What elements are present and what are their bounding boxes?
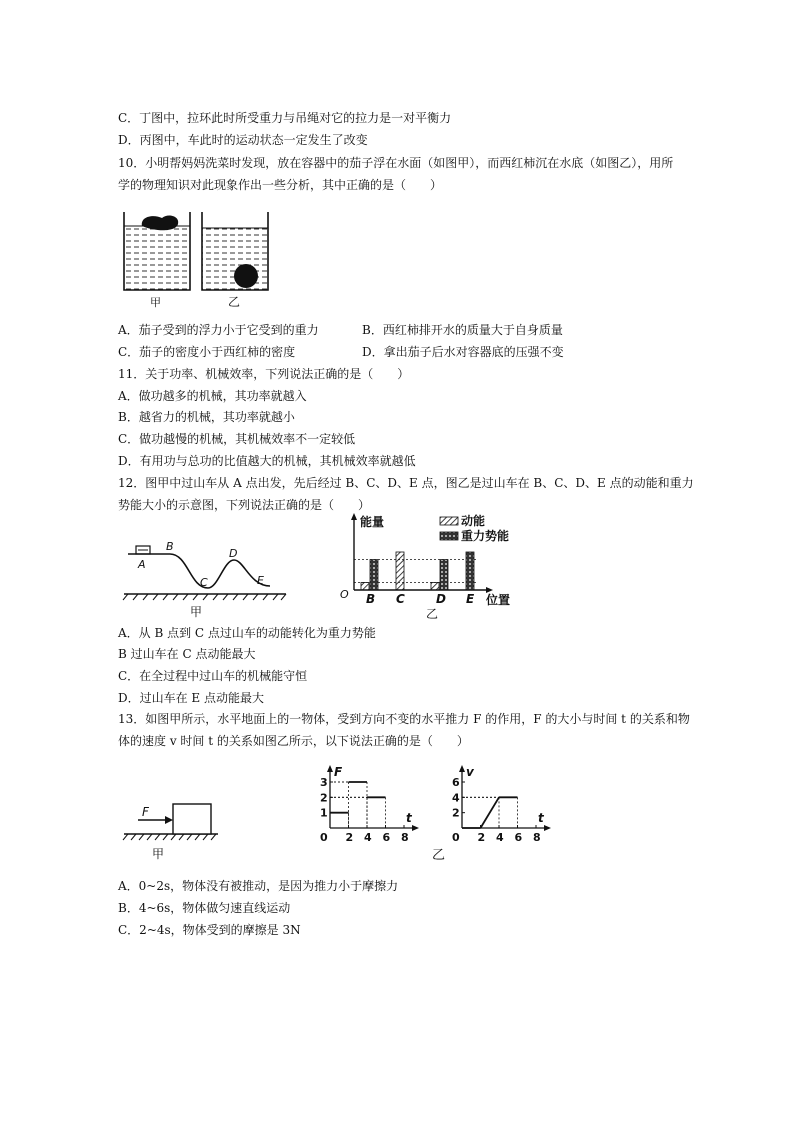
bar-D-kinetic	[431, 582, 439, 590]
q11-stem: 11．关于功率、机械效率，下列说法正确的是（ ）	[118, 367, 410, 381]
ft-x-label: t	[406, 811, 412, 825]
q10-option-d: D．拿出茄子后水对容器底的压强不变	[362, 345, 564, 359]
bar-B-potential	[370, 560, 378, 590]
ft-x-tick-8: 8	[401, 831, 409, 844]
track-curve	[128, 554, 270, 588]
q12-option-d: D．过山车在 E 点动能最大	[118, 691, 265, 705]
q12-option-b: B 过山车在 C 点动能最大	[118, 647, 256, 661]
q12-energy-bar-chart	[340, 510, 530, 620]
vt-x-tick-2: 2	[477, 831, 486, 844]
q12-stem-line1: 12．图甲中过山车从 A 点出发，先后经过 B、C、D、E 点，图乙是过山车在 B、C、D、E 点的动能和重力	[118, 476, 694, 490]
bar-B-kinetic	[361, 582, 369, 590]
point-e-label: E	[257, 574, 264, 587]
container-b	[202, 212, 268, 290]
block-object	[173, 804, 211, 834]
fig-label-jia: 甲	[152, 847, 165, 861]
vt-y-tick-4: 4	[452, 791, 460, 805]
point-c-label: C	[200, 576, 208, 589]
vt-x-label: t	[538, 811, 544, 825]
ft-x-tick-6: 6	[382, 831, 391, 844]
origin-label: O	[340, 588, 349, 601]
force-label: F	[142, 805, 149, 819]
bar-D-potential	[440, 560, 448, 590]
vt-x-tick-6: 6	[514, 831, 523, 844]
q9-option-c: C．丁图中，拉环此时所受重力与吊绳对它的拉力是一对平衡力	[118, 111, 452, 125]
q10-stem-line1: 10．小明帮妈妈洗菜时发现，放在容器中的茄子浮在水面（如图甲），而西红柿沉在水底（如图乙），用所	[118, 156, 674, 170]
ft-y-tick-2: 2	[320, 791, 328, 805]
q13-option-b: B．4~6s，物体做匀速直线运动	[118, 901, 291, 915]
legend-kinetic-label: 动能	[461, 514, 486, 528]
container-a	[124, 212, 190, 290]
q13-force-time-graph	[316, 756, 426, 848]
q9-option-d: D．丙图中，车此时的运动状态一定发生了改变	[118, 133, 368, 147]
ft-origin-tick: 0	[320, 831, 328, 844]
vt-data-segment	[481, 797, 500, 828]
fig-label-yi: 乙	[228, 295, 241, 308]
q10-stem-line2: 学的物理知识对此现象作出一些分析，其中正确的是（ ）	[118, 178, 443, 192]
fig-label-jia: 甲	[150, 296, 161, 308]
legend-kinetic-swatch	[440, 517, 458, 525]
q11-option-b: B．越省力的机械，其功率就越小	[118, 410, 295, 424]
q11-option-c: C．做功越慢的机械，其机械效率不一定较低	[118, 432, 356, 446]
q12-option-a: A．从 B 点到 C 点过山车的动能转化为重力势能	[118, 626, 376, 640]
vt-y-tick-6: 6	[452, 776, 460, 789]
vt-x-tick-8: 8	[533, 831, 541, 844]
vt-y-tick-2: 2	[452, 806, 460, 820]
q10-option-c: C．茄子的密度小于西红柿的密度	[118, 345, 296, 359]
q13-stem-line2: 体的速度 v 时间 t 的关系如图乙所示，以下说法正确的是（ ）	[118, 734, 469, 748]
vt-x-tick-4: 4	[496, 831, 504, 844]
q13-stem-line1: 13．如图甲所示，水平地面上的一物体，受到方向不变的水平推力 F 的作用，F 的大小与时间 t 的关系和物	[118, 712, 690, 726]
ft-x-tick-2: 2	[345, 831, 354, 844]
x-tick-E: E	[466, 592, 475, 606]
point-a-label: A	[138, 558, 146, 571]
q10-figure-containers	[118, 208, 278, 308]
q13-velocity-time-graph	[448, 756, 558, 848]
q13-option-c: C．2~4s，物体受到的摩擦是 3N	[118, 923, 301, 937]
ft-x-tick-4: 4	[364, 831, 372, 844]
legend-potential-swatch	[440, 532, 458, 540]
q13-figure-block	[118, 790, 228, 870]
point-b-label: B	[166, 540, 174, 553]
x-tick-D: D	[436, 592, 446, 606]
y-axis-label: 能量	[360, 515, 385, 529]
vt-y-label: v	[466, 765, 474, 779]
ft-y-label: F	[334, 765, 343, 779]
vt-origin-tick: 0	[452, 831, 460, 844]
y-axis-arrow	[351, 513, 357, 520]
ft-y-tick-1: 1	[320, 806, 328, 820]
vt-y-arrow	[459, 765, 465, 772]
q13-fig-label-yi: 乙	[432, 848, 446, 863]
x-tick-B: B	[366, 592, 376, 606]
q12-option-c: C．在全过程中过山车的机械能守恒	[118, 669, 308, 683]
tomato-shape	[234, 264, 258, 288]
legend-potential-label: 重力势能	[461, 529, 510, 543]
q10-option-b: B．西红柿排开水的质量大于自身质量	[362, 323, 563, 337]
x-tick-C: C	[396, 592, 405, 606]
ft-y-tick-3: 3	[320, 776, 328, 789]
point-d-label: D	[229, 547, 238, 560]
q13-option-a: A．0~2s，物体没有被推动，是因为推力小于摩擦力	[118, 879, 399, 893]
bar-E-potential	[466, 552, 474, 590]
ft-y-arrow	[327, 765, 333, 772]
x-axis-label: 位置	[486, 593, 511, 607]
vt-x-arrow	[544, 825, 551, 831]
q10-option-a: A．茄子受到的浮力小于它受到的重力	[118, 323, 319, 337]
fig-label-yi: 乙	[426, 607, 439, 620]
q12-stem-line2: 势能大小的示意图，下列说法正确的是（ ）	[118, 498, 371, 512]
bar-C-kinetic	[396, 552, 404, 590]
q11-option-d: D．有用功与总功的比值越大的机械，其机械效率就越低	[118, 454, 416, 468]
fig-label-jia: 甲	[190, 605, 203, 619]
q12-figure-track	[118, 530, 288, 620]
q11-option-a: A．做功越多的机械，其功率就越入	[118, 389, 307, 403]
ft-x-arrow	[412, 825, 419, 831]
